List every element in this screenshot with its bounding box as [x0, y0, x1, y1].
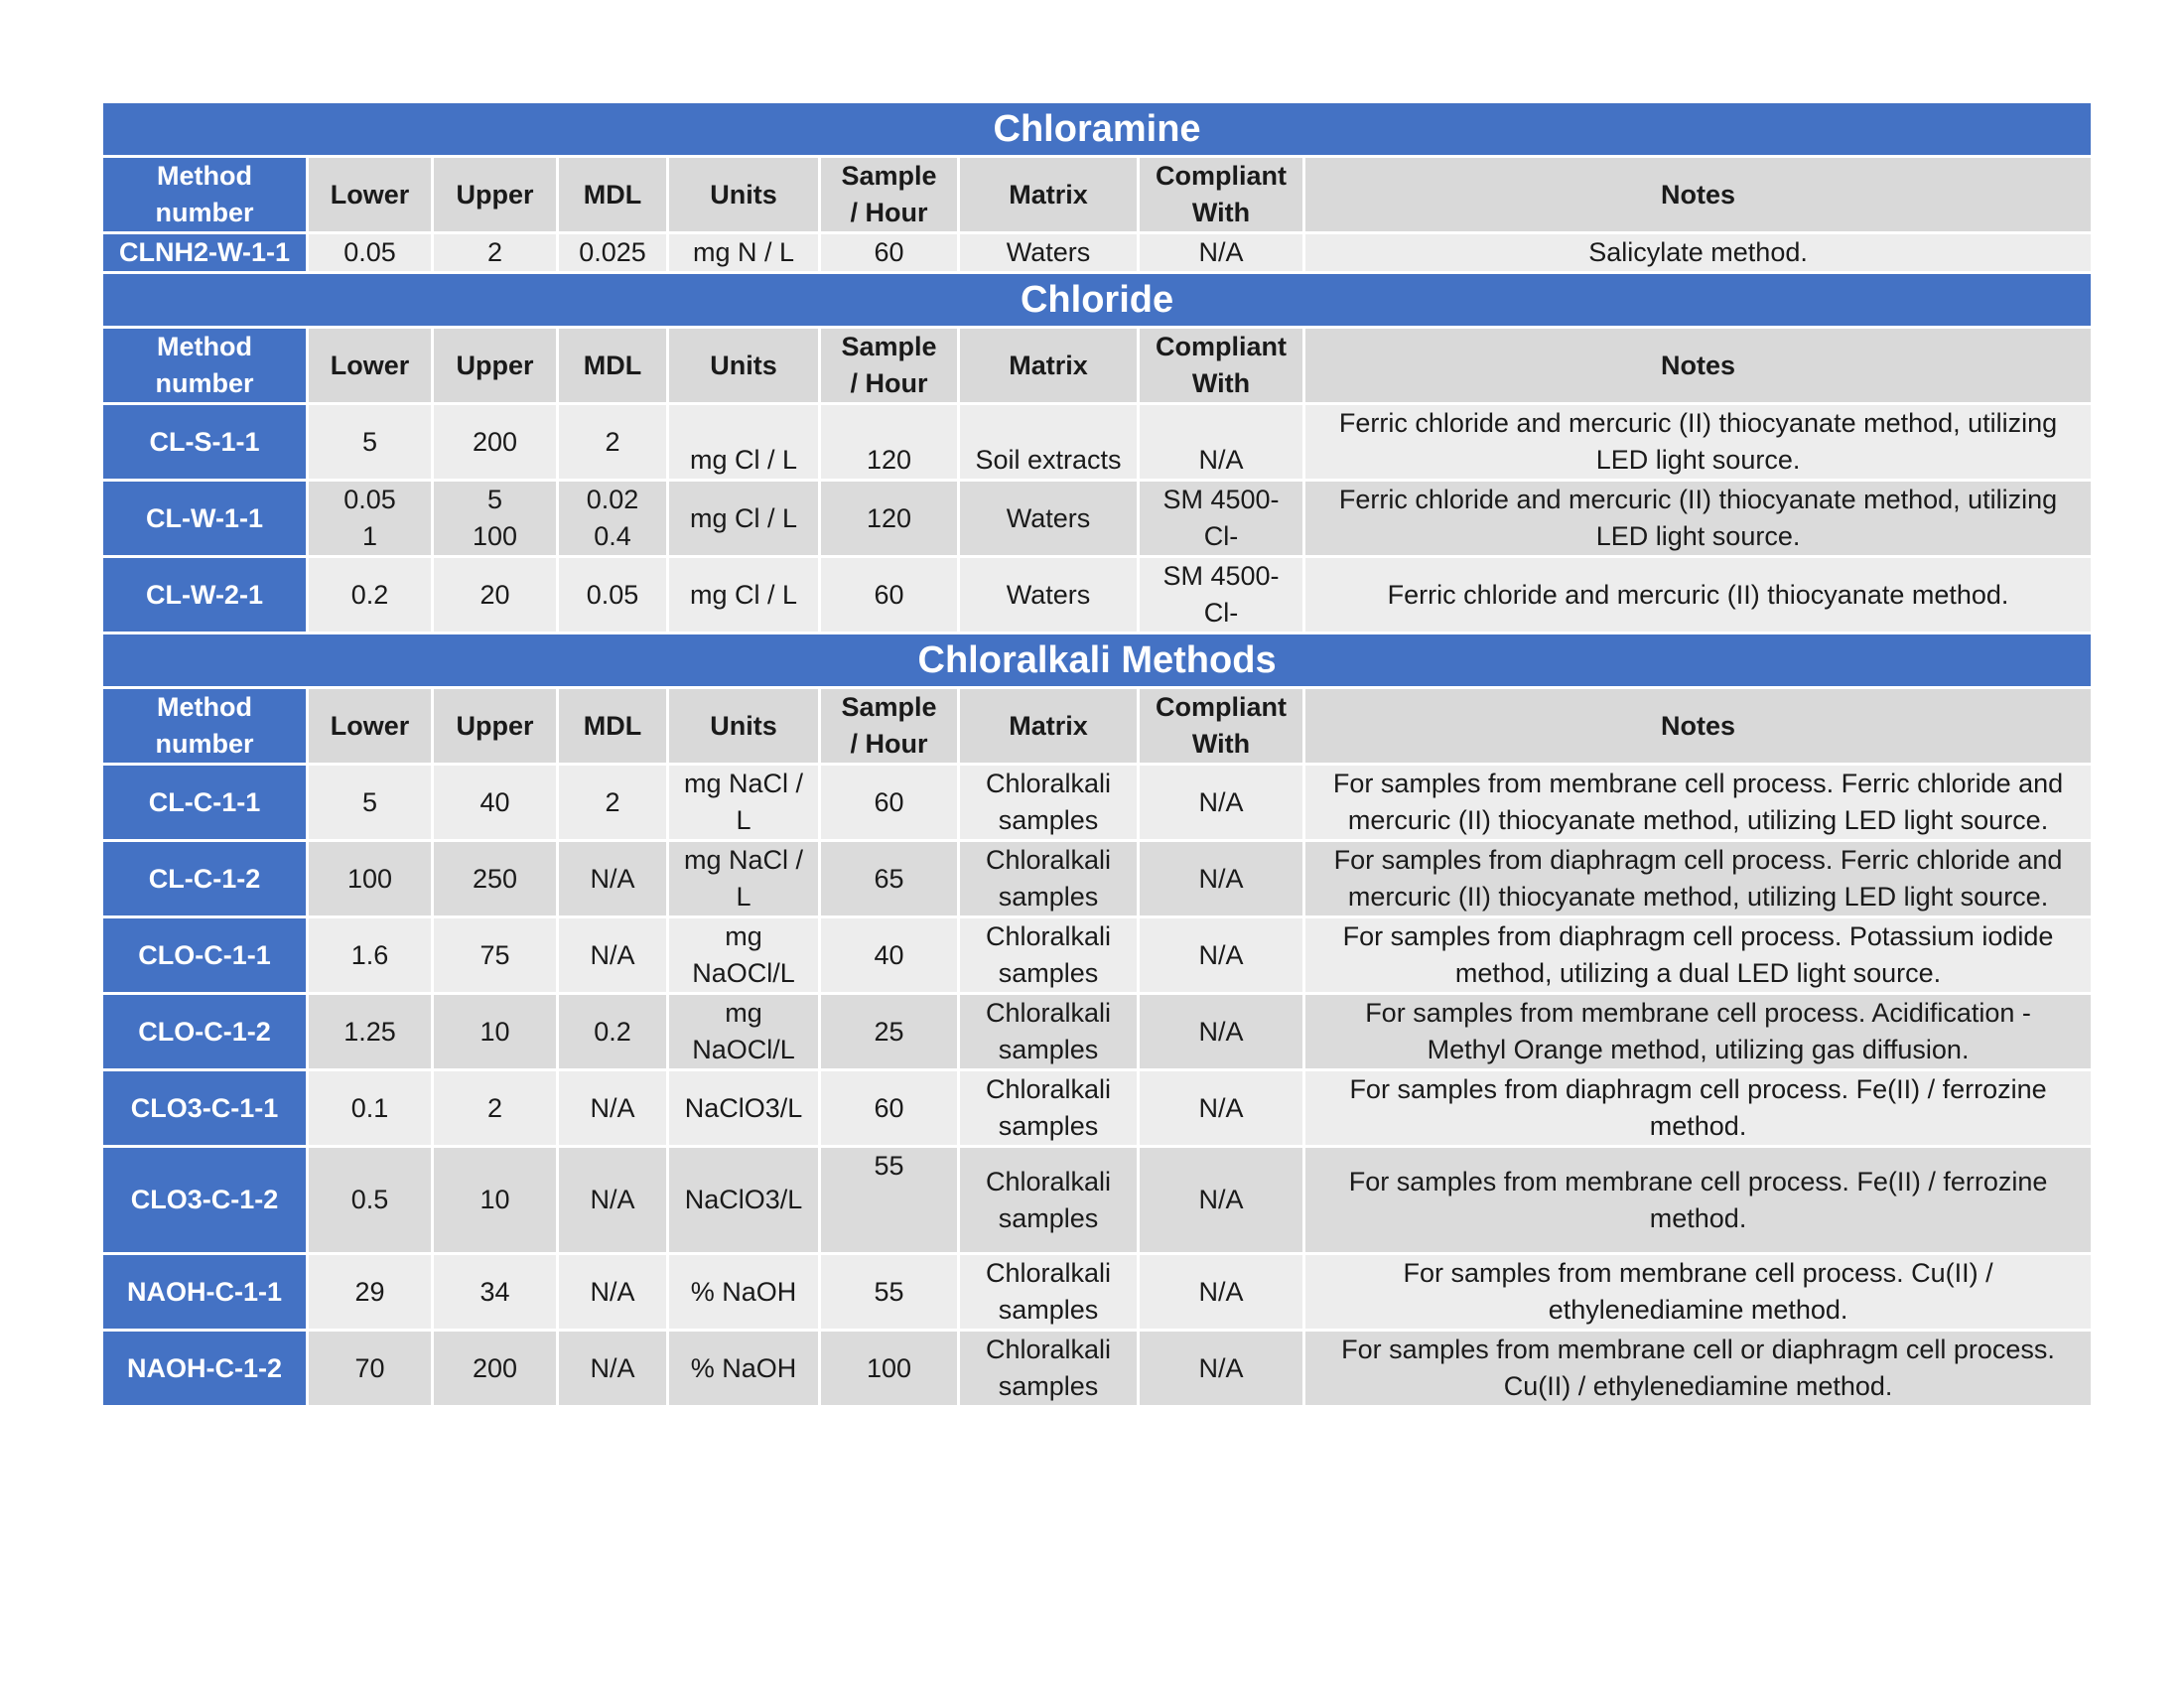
units-value: % NaOH: [668, 1331, 820, 1407]
lower-value: 70: [308, 1331, 433, 1407]
upper-value: 10: [433, 994, 558, 1070]
notes-value: For samples from membrane cell process. Acidification - Methyl Orange method, utilizing gas diffusion.: [1304, 994, 2093, 1070]
compliant-value: SM 4500- Cl-: [1139, 481, 1304, 557]
matrix-value: Chloralkali samples: [959, 1147, 1139, 1254]
upper-value: 20: [433, 557, 558, 633]
mdl-value: N/A: [558, 917, 668, 994]
upper-value: 2: [433, 1070, 558, 1147]
table-row: [102, 917, 2093, 994]
header-upper: Upper: [433, 688, 558, 765]
sample-rate-value: 55: [820, 1147, 959, 1254]
header-method-number: Method number: [102, 157, 308, 233]
compliant-value: N/A: [1139, 994, 1304, 1070]
header-sample-per-hour: Sample / Hour: [820, 328, 959, 404]
sample-rate-value: 60: [820, 765, 959, 841]
header-matrix: Matrix: [959, 157, 1139, 233]
header-method-number: Method number: [102, 328, 308, 404]
header-upper: Upper: [433, 328, 558, 404]
units-value: NaClO3/L: [668, 1147, 820, 1254]
units-value: mg NaOCl/L: [668, 917, 820, 994]
table-row: [102, 1331, 2093, 1407]
matrix-value: Waters: [959, 233, 1139, 273]
header-sample-per-hour: Sample / Hour: [820, 157, 959, 233]
sample-rate-value: 65: [820, 841, 959, 917]
header-mdl: MDL: [558, 157, 668, 233]
compliant-value: N/A: [1139, 765, 1304, 841]
section-title: Chloralkali Methods: [102, 633, 2093, 688]
matrix-value: Chloralkali samples: [959, 1331, 1139, 1407]
lower-value: 29: [308, 1254, 433, 1331]
mdl-value: N/A: [558, 1070, 668, 1147]
section-header-chloride: [102, 273, 2093, 328]
lower-value: 0.2: [308, 557, 433, 633]
upper-value: 5 100: [433, 481, 558, 557]
mdl-value: N/A: [558, 1331, 668, 1407]
header-compliant-with: Compliant With: [1139, 688, 1304, 765]
header-matrix: Matrix: [959, 328, 1139, 404]
header-lower: Lower: [308, 328, 433, 404]
lower-value: 0.1: [308, 1070, 433, 1147]
sample-rate-value: 120: [820, 404, 959, 481]
compliant-value: N/A: [1139, 233, 1304, 273]
header-lower: Lower: [308, 688, 433, 765]
section-title: Chloramine: [102, 102, 2093, 157]
sample-rate-value: 55: [820, 1254, 959, 1331]
method-number: CL-C-1-1: [102, 765, 308, 841]
upper-value: 75: [433, 917, 558, 994]
lower-value: 0.05: [308, 233, 433, 273]
units-value: NaClO3/L: [668, 1070, 820, 1147]
method-number: CLO-C-1-1: [102, 917, 308, 994]
column-header-row: [102, 328, 2093, 404]
table-row: [102, 1070, 2093, 1147]
matrix-value: Chloralkali samples: [959, 765, 1139, 841]
lower-value: 5: [308, 765, 433, 841]
compliant-value: SM 4500- Cl-: [1139, 557, 1304, 633]
matrix-value: Chloralkali samples: [959, 917, 1139, 994]
section-title: Chloride: [102, 273, 2093, 328]
header-compliant-with: Compliant With: [1139, 157, 1304, 233]
header-units: Units: [668, 328, 820, 404]
mdl-value: N/A: [558, 1147, 668, 1254]
table-row: [102, 233, 2093, 273]
table-row: [102, 1147, 2093, 1254]
mdl-value: 2: [558, 765, 668, 841]
method-number: CL-W-2-1: [102, 557, 308, 633]
matrix-value: Waters: [959, 557, 1139, 633]
table-row: [102, 994, 2093, 1070]
header-upper: Upper: [433, 157, 558, 233]
sample-rate-value: 25: [820, 994, 959, 1070]
methods-document: [100, 100, 2091, 1408]
header-method-number: Method number: [102, 688, 308, 765]
table-row: [102, 557, 2093, 633]
upper-value: 10: [433, 1147, 558, 1254]
lower-value: 0.05 1: [308, 481, 433, 557]
table-row: [102, 1254, 2093, 1331]
method-number: NAOH-C-1-1: [102, 1254, 308, 1331]
method-number: CL-W-1-1: [102, 481, 308, 557]
method-number: NAOH-C-1-2: [102, 1331, 308, 1407]
section-header-chloramine: [102, 102, 2093, 157]
header-matrix: Matrix: [959, 688, 1139, 765]
units-value: mg Cl / L: [668, 557, 820, 633]
method-number: CLO3-C-1-1: [102, 1070, 308, 1147]
method-number: CLNH2-W-1-1: [102, 233, 308, 273]
notes-value: For samples from membrane cell process. Cu(II) / ethylenediamine method.: [1304, 1254, 2093, 1331]
compliant-value: N/A: [1139, 917, 1304, 994]
notes-value: Salicylate method.: [1304, 233, 2093, 273]
table-row: [102, 404, 2093, 481]
compliant-value: N/A: [1139, 1331, 1304, 1407]
units-value: % NaOH: [668, 1254, 820, 1331]
lower-value: 0.5: [308, 1147, 433, 1254]
header-notes: Notes: [1304, 688, 2093, 765]
header-units: Units: [668, 157, 820, 233]
lower-value: 1.6: [308, 917, 433, 994]
lower-value: 5: [308, 404, 433, 481]
header-notes: Notes: [1304, 157, 2093, 233]
matrix-value: Chloralkali samples: [959, 1254, 1139, 1331]
header-compliant-with: Compliant With: [1139, 328, 1304, 404]
notes-value: For samples from diaphragm cell process. Potassium iodide method, utilizing a dual LED light source.: [1304, 917, 2093, 994]
upper-value: 34: [433, 1254, 558, 1331]
mdl-value: 0.025: [558, 233, 668, 273]
notes-value: For samples from diaphragm cell process. Ferric chloride and mercuric (II) thiocyanate method, utilizing LED light source.: [1304, 841, 2093, 917]
sample-rate-value: 120: [820, 481, 959, 557]
compliant-value: N/A: [1139, 841, 1304, 917]
matrix-value: Chloralkali samples: [959, 994, 1139, 1070]
method-number: CLO3-C-1-2: [102, 1147, 308, 1254]
upper-value: 200: [433, 404, 558, 481]
mdl-value: 0.05: [558, 557, 668, 633]
units-value: mg NaOCl/L: [668, 994, 820, 1070]
table-row: [102, 481, 2093, 557]
compliant-value: N/A: [1139, 1147, 1304, 1254]
methods-table: [100, 100, 2094, 1408]
mdl-value: 0.02 0.4: [558, 481, 668, 557]
mdl-value: 2: [558, 404, 668, 481]
upper-value: 200: [433, 1331, 558, 1407]
notes-value: Ferric chloride and mercuric (II) thiocyanate method.: [1304, 557, 2093, 633]
notes-value: For samples from membrane cell process. Fe(II) / ferrozine method.: [1304, 1147, 2093, 1254]
sample-rate-value: 40: [820, 917, 959, 994]
notes-value: For samples from membrane cell process. Ferric chloride and mercuric (II) thiocyanate method, utilizing LED light source.: [1304, 765, 2093, 841]
upper-value: 40: [433, 765, 558, 841]
upper-value: 250: [433, 841, 558, 917]
compliant-value: N/A: [1139, 1254, 1304, 1331]
matrix-value: Chloralkali samples: [959, 841, 1139, 917]
method-number: CL-C-1-2: [102, 841, 308, 917]
header-lower: Lower: [308, 157, 433, 233]
table-row: [102, 841, 2093, 917]
header-mdl: MDL: [558, 688, 668, 765]
method-number: CLO-C-1-2: [102, 994, 308, 1070]
method-number: CL-S-1-1: [102, 404, 308, 481]
lower-value: 1.25: [308, 994, 433, 1070]
units-value: mg Cl / L: [668, 404, 820, 481]
upper-value: 2: [433, 233, 558, 273]
mdl-value: N/A: [558, 841, 668, 917]
notes-value: For samples from membrane cell or diaphragm cell process. Cu(II) / ethylenediamine method.: [1304, 1331, 2093, 1407]
mdl-value: N/A: [558, 1254, 668, 1331]
units-value: mg Cl / L: [668, 481, 820, 557]
header-sample-per-hour: Sample / Hour: [820, 688, 959, 765]
matrix-value: Chloralkali samples: [959, 1070, 1139, 1147]
compliant-value: N/A: [1139, 404, 1304, 481]
notes-value: Ferric chloride and mercuric (II) thiocyanate method, utilizing LED light source.: [1304, 404, 2093, 481]
notes-value: Ferric chloride and mercuric (II) thiocyanate method, utilizing LED light source.: [1304, 481, 2093, 557]
compliant-value: N/A: [1139, 1070, 1304, 1147]
column-header-row: [102, 157, 2093, 233]
units-value: mg N / L: [668, 233, 820, 273]
mdl-value: 0.2: [558, 994, 668, 1070]
column-header-row: [102, 688, 2093, 765]
section-header-chloralkali: [102, 633, 2093, 688]
notes-value: For samples from diaphragm cell process. Fe(II) / ferrozine method.: [1304, 1070, 2093, 1147]
header-units: Units: [668, 688, 820, 765]
lower-value: 100: [308, 841, 433, 917]
sample-rate-value: 60: [820, 557, 959, 633]
sample-rate-value: 60: [820, 233, 959, 273]
matrix-value: Soil extracts: [959, 404, 1139, 481]
header-notes: Notes: [1304, 328, 2093, 404]
header-mdl: MDL: [558, 328, 668, 404]
table-row: [102, 765, 2093, 841]
sample-rate-value: 60: [820, 1070, 959, 1147]
units-value: mg NaCl / L: [668, 841, 820, 917]
matrix-value: Waters: [959, 481, 1139, 557]
units-value: mg NaCl / L: [668, 765, 820, 841]
sample-rate-value: 100: [820, 1331, 959, 1407]
